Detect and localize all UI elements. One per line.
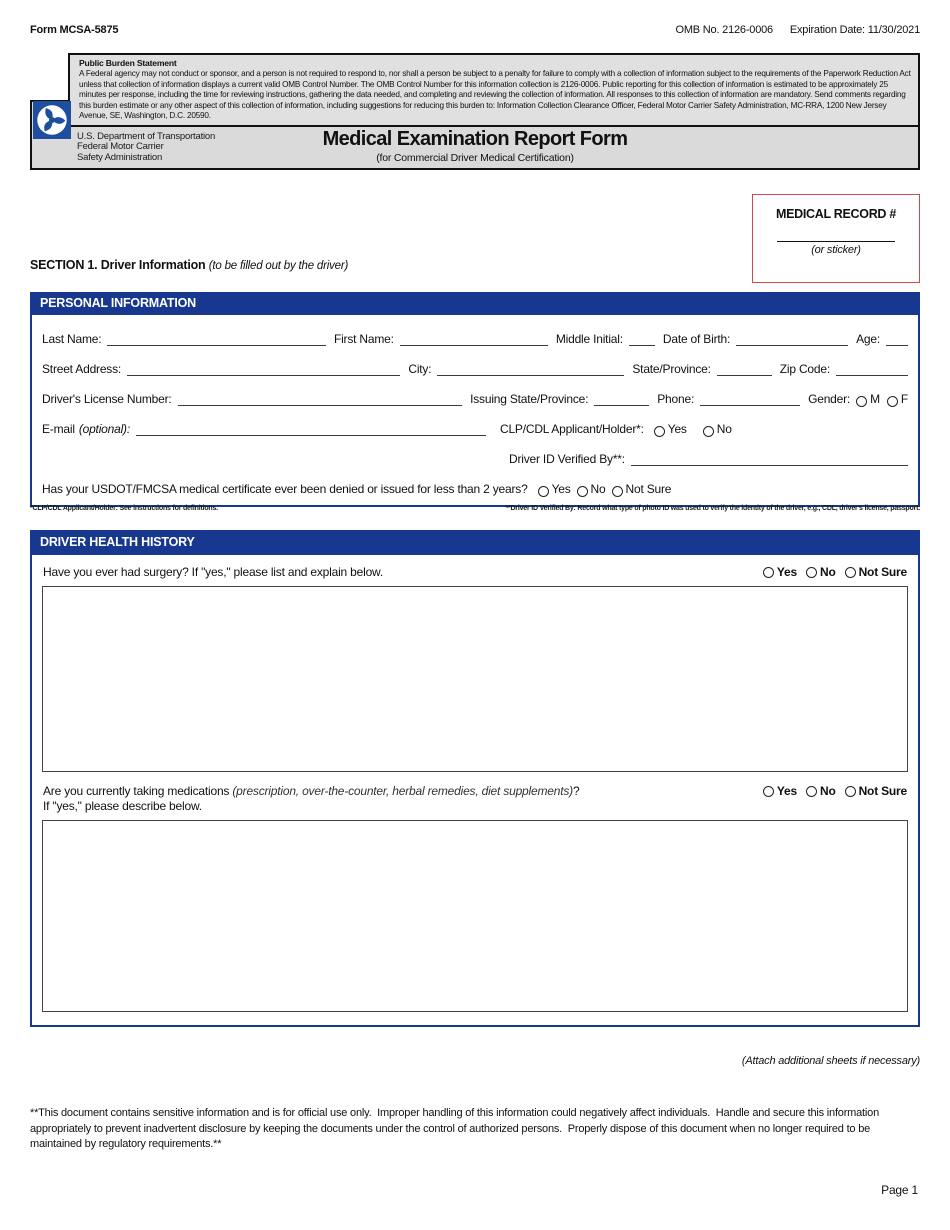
last-name-label: Last Name:	[42, 332, 102, 346]
surgery-question-row	[43, 565, 907, 580]
surgery-notsure-radio[interactable]	[845, 567, 856, 578]
city-label: City:	[408, 362, 432, 376]
personal-information-body	[30, 315, 920, 507]
drivers-license-number-label: Driver's License Number:	[42, 392, 172, 406]
clp-cdl-label: CLP/CDL Applicant/Holder*:	[499, 422, 644, 436]
email-clp-row	[42, 412, 908, 437]
burden-statement-title: Public Burden Statement	[79, 58, 177, 68]
surgery-explanation-box[interactable]	[42, 586, 908, 772]
clp-no-radio[interactable]	[703, 426, 714, 437]
omb-number: OMB No. 2126-0006	[675, 24, 773, 36]
agency-line-1: U.S. Department of Transportation	[77, 130, 216, 142]
driver-id-verified-field[interactable]	[631, 452, 908, 466]
medications-question-row	[43, 784, 907, 814]
surgery-notsure-label: Not Sure	[858, 565, 907, 579]
section1-title: SECTION 1. Driver Information	[30, 258, 206, 272]
clp-yes-radio[interactable]	[654, 426, 665, 437]
city-field[interactable]	[437, 362, 624, 376]
denied-no-radio[interactable]	[577, 486, 588, 497]
driver-health-history-header: DRIVER HEALTH HISTORY	[30, 530, 920, 555]
issuing-state-label: Issuing State/Province:	[470, 392, 589, 406]
public-burden-statement-box	[68, 53, 920, 127]
medications-question-paren: (prescription, over-the-counter, herbal remedies, diet supplements)	[232, 784, 573, 798]
surgery-options	[754, 565, 907, 579]
age-field[interactable]	[886, 332, 908, 346]
agency-line-2: Federal Motor Carrier	[77, 141, 164, 153]
medications-yes-label: Yes	[776, 784, 797, 798]
medications-notsure-radio[interactable]	[845, 786, 856, 797]
street-address-field[interactable]	[127, 362, 400, 376]
state-province-label: State/Province:	[632, 362, 711, 376]
footnotes-row	[30, 505, 920, 512]
page-title: Medical Examination Report Form	[322, 128, 628, 150]
surgery-yes-label: Yes	[776, 565, 797, 579]
medications-question-mark: ?	[572, 784, 580, 798]
gender-label: Gender:	[808, 392, 851, 406]
surgery-no-label: No	[819, 565, 836, 579]
medications-description-box[interactable]	[42, 820, 908, 1012]
medical-record-title: MEDICAL RECORD #	[776, 207, 896, 221]
email-label: E-mail	[42, 422, 75, 436]
last-name-field[interactable]	[107, 332, 326, 346]
burden-statement-body: A Federal agency may not conduct or sponsor, and a person is not required to respond to, nor shall a person be subject to a penalty for failure to comply with a collection of information subject to the requirements of the Paperwork Reduction Act unless that collection of information displays a current valid OMB Control Number. The OMB Control Number for this information collection is 2126-0006. Public reporting for this collection of information is estimated to be approximately 25 minutes per response, including the time for reviewing instructions, gathering the data needed, and completing and reviewing the collection of information. All responses to this collection of information are mandatory. Send comments regarding this burden estimate or any other aspect of this collection of information, including suggestions for reducing this burden to: Information Collection Clearance Officer, Federal Motor Carrier Safety Administration, MC-RRA, 1200 New Jersey Avenue, SE, Washington, D.C. 20590.	[79, 69, 911, 121]
name-row	[42, 322, 908, 347]
surgery-question: Have you ever had surgery? If "yes," please list and explain below.	[43, 565, 383, 579]
page-number: Page 1	[881, 1183, 918, 1197]
expiration-date: Expiration Date: 11/30/2021	[789, 24, 920, 36]
date-of-birth-label: Date of Birth:	[662, 332, 731, 346]
driver-id-verified-label: Driver ID Verified By**:	[509, 452, 625, 466]
form-number: Form MCSA-5875	[30, 24, 119, 36]
attach-sheets-note: (Attach additional sheets if necessary)	[741, 1055, 920, 1067]
denied-notsure-radio[interactable]	[612, 486, 623, 497]
email-optional-label: (optional):	[78, 422, 130, 436]
footnote-driver-id: **Driver ID Verified By: Record what type of photo ID was used to verify the identity of the driver, e.g., CDL, driver's license, passport.	[505, 505, 920, 512]
medications-yes-radio[interactable]	[763, 786, 774, 797]
medications-question-main: Are you currently taking medications	[43, 784, 230, 798]
middle-initial-label: Middle Initial:	[555, 332, 623, 346]
zip-code-field[interactable]	[836, 362, 908, 376]
medications-options	[754, 784, 907, 798]
certificate-denied-question: Has your USDOT/FMCSA medical certificate ever been denied or issued for less than 2 years?	[42, 482, 528, 496]
gender-male-label: M	[870, 392, 880, 406]
footnote-clp: *CLP/CDL Applicant/Holder: See instructions for definitions.	[30, 505, 218, 512]
personal-information-section	[30, 292, 920, 507]
page-subtitle: (for Commercial Driver Medical Certification)	[376, 152, 574, 164]
clp-no-label: No	[716, 422, 732, 436]
section1-heading	[30, 258, 348, 272]
driver-health-history-section	[30, 530, 920, 1027]
drivers-license-number-field[interactable]	[178, 392, 463, 406]
us-dot-logo-icon	[33, 101, 71, 139]
address-row	[42, 352, 908, 377]
gender-female-label: F	[900, 392, 908, 406]
gender-female-radio[interactable]	[887, 396, 898, 407]
street-address-label: Street Address:	[42, 362, 122, 376]
denied-notsure-label: Not Sure	[625, 482, 672, 496]
medications-no-label: No	[819, 784, 836, 798]
personal-information-header: PERSONAL INFORMATION	[30, 292, 920, 315]
surgery-yes-radio[interactable]	[763, 567, 774, 578]
first-name-label: First Name:	[333, 332, 394, 346]
age-label: Age:	[856, 332, 880, 346]
state-province-field[interactable]	[717, 362, 772, 376]
driver-id-row	[42, 442, 908, 467]
middle-initial-field[interactable]	[629, 332, 655, 346]
top-row	[30, 24, 920, 36]
driver-health-history-body	[30, 555, 920, 1027]
medical-record-sticker-note: (or sticker)	[811, 244, 861, 256]
certificate-denied-row	[42, 472, 908, 497]
denied-yes-radio[interactable]	[538, 486, 549, 497]
medical-record-box	[752, 194, 920, 283]
phone-field[interactable]	[700, 392, 800, 406]
phone-label: Phone:	[657, 392, 695, 406]
date-of-birth-field[interactable]	[736, 332, 848, 346]
zip-code-label: Zip Code:	[779, 362, 830, 376]
gender-male-radio[interactable]	[856, 396, 867, 407]
medications-no-radio[interactable]	[806, 786, 817, 797]
agency-line-3: Safety Administration	[77, 152, 163, 164]
denied-yes-label: Yes	[551, 482, 571, 496]
first-name-field[interactable]	[400, 332, 548, 346]
license-row	[42, 382, 908, 407]
section1-note: (to be filled out by the driver)	[208, 260, 349, 272]
issuing-state-field[interactable]	[594, 392, 649, 406]
clp-yes-label: Yes	[667, 422, 687, 436]
form-title-block	[32, 128, 918, 164]
medical-record-line[interactable]	[777, 241, 895, 242]
email-field[interactable]	[136, 422, 486, 436]
medications-notsure-label: Not Sure	[858, 784, 907, 798]
denied-no-label: No	[590, 482, 606, 496]
medications-question	[43, 784, 579, 814]
surgery-no-radio[interactable]	[806, 567, 817, 578]
sensitive-information-disclaimer: **This document contains sensitive information and is for official use only. Improper handling of this information could negatively affect individuals. Handle and secure this information appropriately to prevent inadvertent disclosure by keeping the documents under the control of authorized persons. Properly dispose of this document when no longer required to be maintained by regulatory requirements.**	[30, 1107, 882, 1150]
medications-question-line2: If "yes," please describe below.	[43, 799, 202, 813]
